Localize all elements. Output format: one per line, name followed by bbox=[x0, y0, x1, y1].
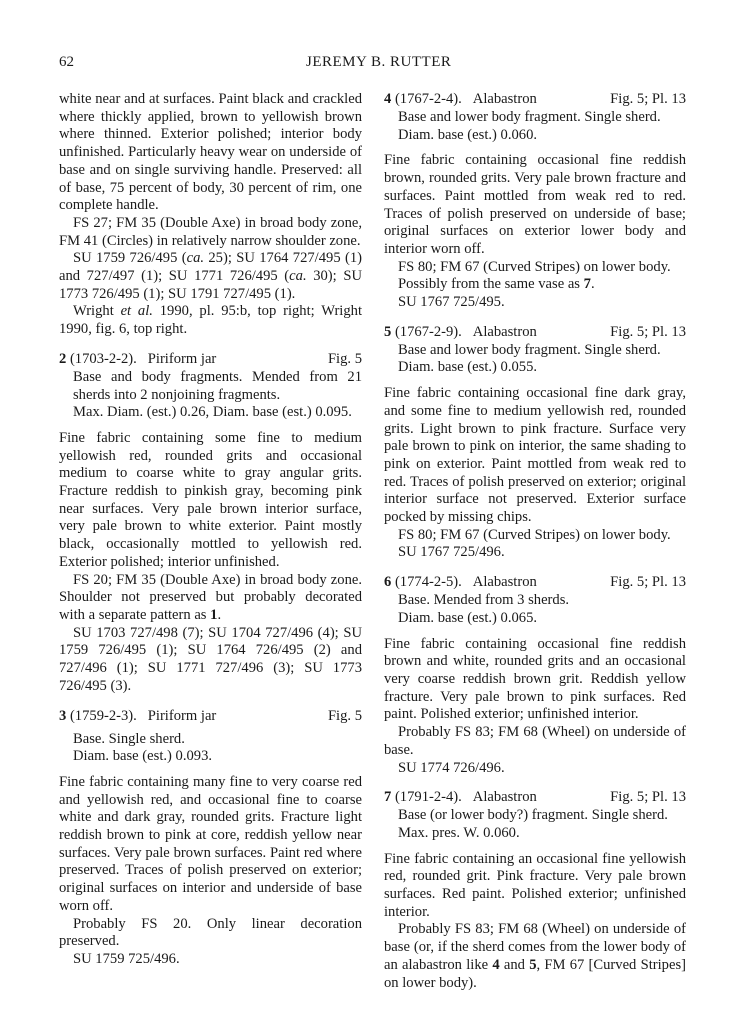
entry6-fabric: Fine fabric containing occasional fine reddish brown and white, rounded grits and an occasional very coarse reddish brown grit. Reddish yellow fracture. Very pale brown to pink surfaces. Red paint. Polished exterior; unfinished interior. bbox=[384, 635, 686, 723]
entry3-fig: Fig. 5 bbox=[327, 707, 362, 724]
entry2-type: Piriform jar bbox=[147, 350, 217, 367]
entry1-description: white near and at surfaces. Paint black and crackled where thickly applied, brown to yellowish brown where thinned. Exterior polished; interior body unfinished. Particularly heavy wear on underside of base and on single surviving handle. Preserved: all of base, 75 percent of body, 30 percent of rim, one complete handle. bbox=[59, 91, 362, 214]
entry4-dims: Diam. base (est.) 0.060. bbox=[398, 126, 538, 143]
entry4-heading: 4 (1767-2-4). Alabastron Fig. 5; Pl. 13 bbox=[384, 91, 686, 107]
entry3-fragments: Base. Single sherd. bbox=[73, 730, 185, 747]
entry2-su: SU 1703 727/498 (7); SU 1704 727/496 (4); SU 1759 726/495 (1); SU 1764 726/495 (2) and 727/496 (1); SU 1771 727/496 (3); SU 1773 726/495 (3). bbox=[59, 624, 362, 694]
entry5-type: Alabastron bbox=[472, 323, 537, 340]
entry6-motifs: Probably FS 83; FM 68 (Wheel) on underside of base. bbox=[384, 724, 686, 758]
entry5-dims: Diam. base (est.) 0.055. bbox=[398, 359, 538, 376]
entry7-dims: Max. pres. W. 0.060. bbox=[398, 824, 520, 841]
entry5-su: SU 1767 725/496. bbox=[398, 544, 505, 561]
entry4-fragments: Base and lower body fragment. Single sherd. bbox=[398, 109, 661, 125]
entry5-fragments: Base and lower body fragment. Single sherd. bbox=[398, 341, 661, 358]
left-column bbox=[59, 91, 362, 969]
entry6-number: 6 bbox=[384, 574, 392, 591]
entry7-heading: 7 (1791-2-4). Alabastron Fig. 5; Pl. 13 bbox=[384, 789, 686, 806]
entry4-fabric: Fine fabric containing occasional fine reddish brown, rounded grits. Very pale brown fracture and surfaces. Paint mottled from weak red to red. Traces of polish preserved on underside of base; original surfaces on exterior lower body and interior worn off. bbox=[384, 152, 686, 257]
entry5-heading: 5 (1767-2-9). Alabastron Fig. 5; Pl. 13 bbox=[384, 323, 686, 340]
page-header bbox=[0, 54, 743, 76]
entry3-heading: 3 (1759-2-3). Piriform jar Fig. 5 bbox=[59, 707, 362, 724]
entry4-motifs: FS 80; FM 67 (Curved Stripes) on lower body. bbox=[398, 258, 671, 275]
right-column bbox=[384, 91, 686, 992]
entry3-su: SU 1759 725/496. bbox=[73, 950, 180, 967]
entry3-type: Piriform jar bbox=[147, 707, 217, 724]
entry2-number: 2 bbox=[59, 350, 67, 367]
entry4-number: 4 bbox=[384, 91, 392, 107]
page-number: 62 bbox=[59, 54, 74, 70]
entry3-number: 3 bbox=[59, 707, 67, 724]
entry5-fig: Fig. 5; Pl. 13 bbox=[610, 323, 686, 340]
entry7-motifs: Probably FS 83; FM 68 (Wheel) on underside of base (or, if the sherd comes from the lower body of an alabastron like 4 and 5, FM 67 [Curved Stripes] on lower body). bbox=[384, 921, 686, 991]
entry6-su: SU 1774 726/496. bbox=[398, 759, 505, 776]
entry3-motifs: Probably FS 20. Only linear decoration preserved. bbox=[59, 915, 362, 950]
entry7-type: Alabastron bbox=[472, 789, 537, 806]
entry2-motifs: FS 20; FM 35 (Double Axe) in broad body zone. Shoulder not preserved but probably decorated with a separate pattern as 1. bbox=[59, 571, 362, 623]
entry5-motifs: FS 80; FM 67 (Curved Stripes) on lower body. bbox=[398, 526, 671, 543]
entry3-fabric: Fine fabric containing many fine to very coarse red and yellowish red, and occasional fine to coarse white and dark gray, rounded grits. Fracture light reddish brown to pink at core, reddish yellow near surfaces. Very pale brown surfaces. Paint red where preserved. Traces of polish preserved on exterior; original surfaces on interior and underside of base worn off. bbox=[59, 773, 362, 914]
entry2-heading: 2 (1703-2-2). Piriform jar Fig. 5 bbox=[59, 350, 362, 367]
entry4-note: Possibly from the same vase as 7. bbox=[398, 276, 595, 293]
entry2-fabric: Fine fabric containing some fine to medium yellowish red, rounded grits and occasional medium to coarse white to gray angular grits. Fracture reddish to pinkish gray, becoming pink near surfaces. Very pale brown interior surface, very pale brown to white exterior. Paint mostly black, occasionally mottled to yellowish red. Exterior polished; interior unfinished. bbox=[59, 429, 362, 570]
running-head: JEREMY B. RUTTER bbox=[306, 54, 452, 70]
entry1-motifs: FS 27; FM 35 (Double Axe) in broad body zone, FM 41 (Circles) in relatively narrow shoulder zone. bbox=[59, 214, 362, 249]
entry5-fabric: Fine fabric containing occasional fine dark gray, and some fine to medium yellowish red, rounded grits. Light brown to pink fracture. Surface very pale brown to pink on interior, the same shading to pink on exterior. Paint mottled from weak red to red. Traces of polish preserved on exterior; original interior surface not preserved. Exterior surface pocked by missing chips. bbox=[384, 385, 686, 526]
entry6-fig: Fig. 5; Pl. 13 bbox=[610, 574, 686, 591]
entry2-fragments: Base and body fragments. Mended from 21 sherds into 2 nonjoining fragments. bbox=[73, 368, 362, 403]
entry6-type: Alabastron bbox=[472, 574, 537, 591]
entry3-dims: Diam. base (est.) 0.093. bbox=[73, 748, 213, 765]
entry1-su: SU 1759 726/495 (ca. 25); SU 1764 727/495 (1) and 727/497 (1); SU 1771 726/495 (ca. 30); SU 1773 726/495 (1); SU 1791 727/495 (1). bbox=[59, 250, 362, 302]
entry6-heading: 6 (1774-2-5). Alabastron Fig. 5; Pl. 13 bbox=[384, 574, 686, 591]
entry7-fragments: Base (or lower body?) fragment. Single sherd. bbox=[398, 807, 668, 824]
entry2-dims: Max. Diam. (est.) 0.26, Diam. base (est.) 0.095. bbox=[73, 404, 352, 421]
entry7-fig: Fig. 5; Pl. 13 bbox=[610, 789, 686, 806]
entry7-fabric: Fine fabric containing an occasional fine yellowish red, rounded grit. Pink fracture. Very pale brown surfaces. Red paint. Polished exterior; unfinished interior. bbox=[384, 850, 686, 920]
entry5-number: 5 bbox=[384, 323, 392, 340]
entry6-dims: Diam. base (est.) 0.065. bbox=[398, 609, 538, 626]
entry2-fig: Fig. 5 bbox=[327, 350, 362, 367]
entry4-fig: Fig. 5; Pl. 13 bbox=[610, 91, 686, 107]
entry7-number: 7 bbox=[384, 789, 392, 806]
entry4-type: Alabastron bbox=[472, 91, 537, 107]
entry1-references: Wright et al. 1990, pl. 95:b, top right; Wright 1990, fig. 6, top right. bbox=[59, 303, 363, 338]
entry6-fragments: Base. Mended from 3 sherds. bbox=[398, 592, 570, 609]
entry4-su: SU 1767 725/495. bbox=[398, 294, 505, 311]
